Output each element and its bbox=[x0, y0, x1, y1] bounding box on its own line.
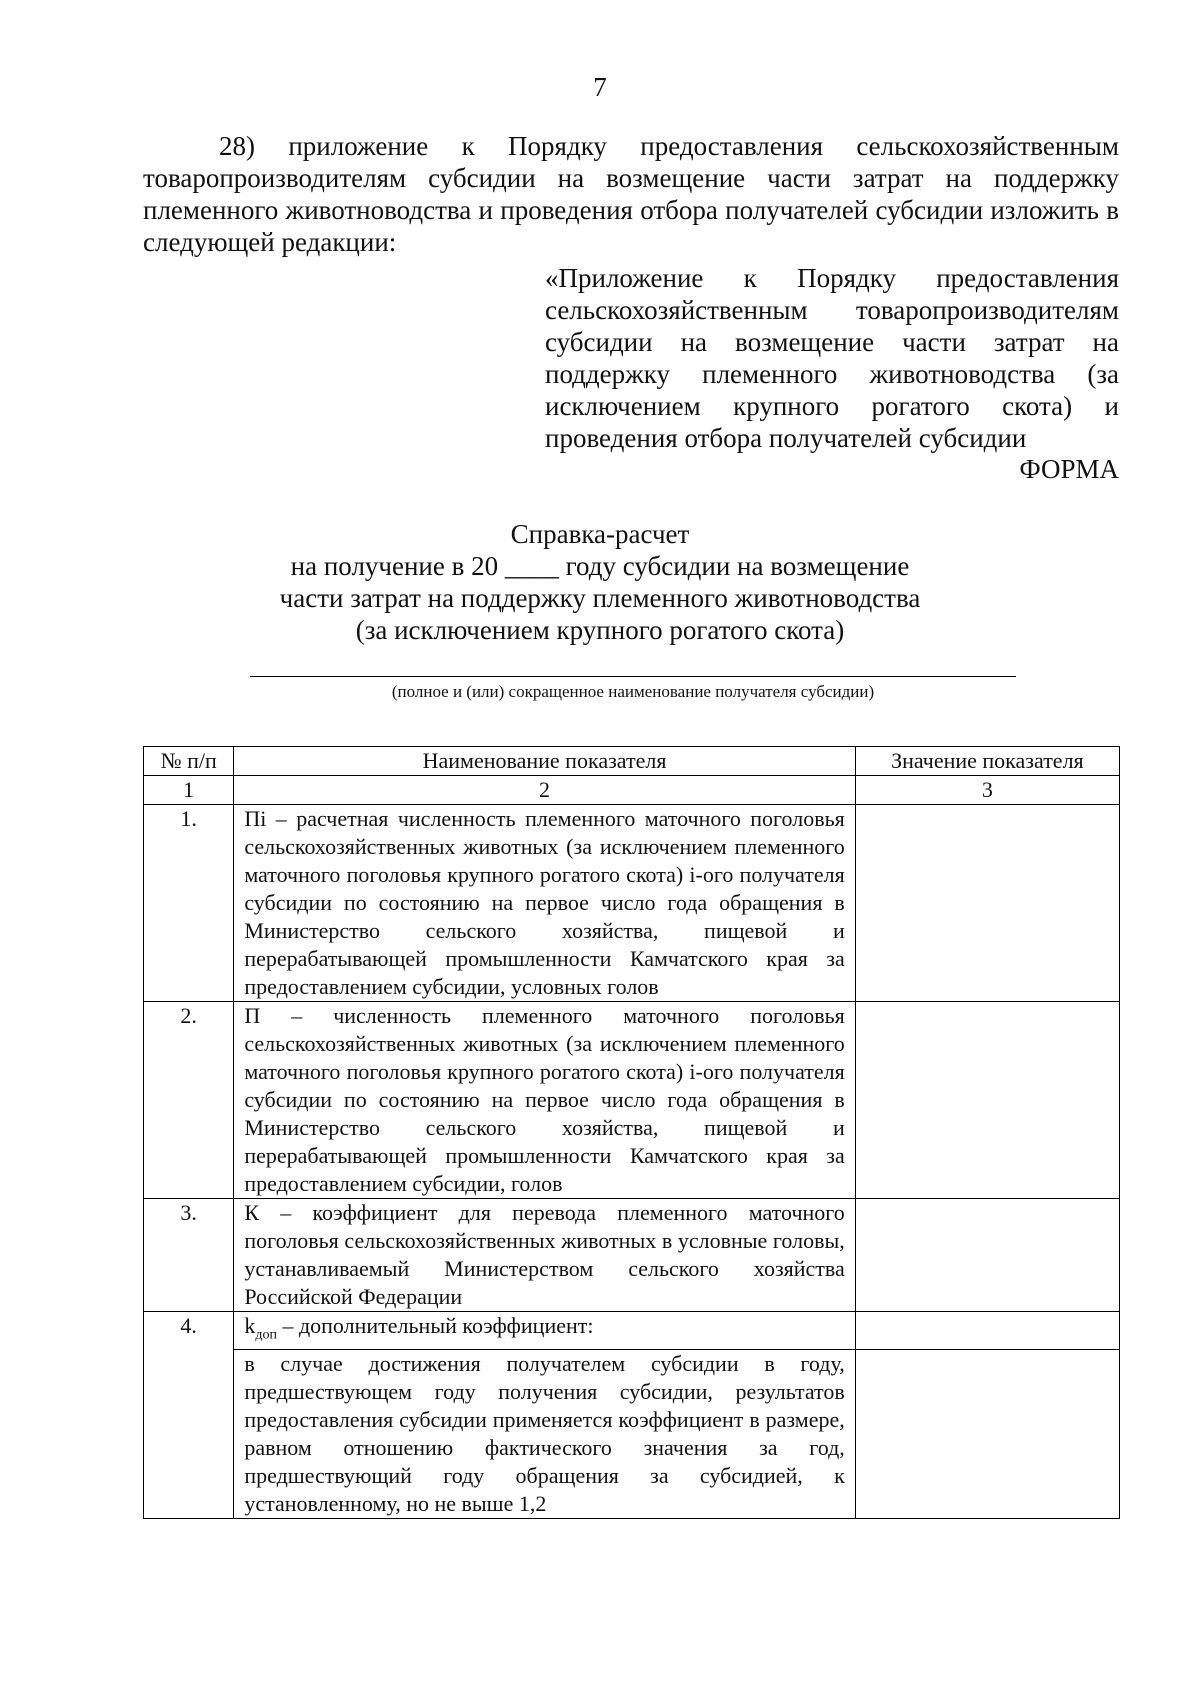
recipient-caption: (полное и (или) сокращенное наименование получателя субсидии) bbox=[391, 682, 875, 701]
title-line-2: на получение в 20 ____ году субсидии на возмещение bbox=[290, 551, 910, 581]
forma-label: ФОРМА bbox=[1019, 454, 1119, 484]
row-number: 1. bbox=[144, 805, 234, 1002]
document-title bbox=[0, 518, 1200, 646]
table-row bbox=[144, 1002, 1120, 1199]
paragraph-number: 28) bbox=[219, 131, 255, 161]
table-row bbox=[144, 1312, 1120, 1350]
row-description: Пi – расчетная численность племенного маточного поголовья сельскохозяйственных животных (за исключением племенного маточного поголовья крупного рогатого скота) i-ого получателя субсидии по состоянию на первое число года обращения в Министерство сельского хозяйства, пищевой и перерабатывающей промышленности Камчатского края за предоставлением субсидии, условных голов bbox=[234, 805, 855, 1002]
row-description: П – численность племенного маточного поголовья сельскохозяйственных животных (за исключением племенного маточного поголовья крупного рогатого скота) i-ого получателя субсидии по состоянию на первое число года обращения в Министерство сельского хозяйства, пищевой и перерабатывающей промышленности Камчатского края за предоставлением субсидии, голов bbox=[234, 1002, 855, 1199]
amendment-paragraph bbox=[143, 130, 1119, 258]
annex-header: «Приложение к Порядку предоставления сельскохозяйственным товаропроизводителям субсидии на возмещение части затрат на поддержку племенного животноводства (за исключением крупного рогатого скота) и проведения отбора получателей субсидии bbox=[545, 263, 1119, 453]
table-header-row bbox=[144, 747, 1120, 776]
title-line-1: Справка-расчет bbox=[510, 519, 690, 549]
table-row bbox=[144, 805, 1120, 1002]
recipient-name-line bbox=[250, 676, 1016, 677]
column-number: 1 bbox=[144, 776, 234, 805]
column-numbering-row bbox=[144, 776, 1120, 805]
title-line-4: (за исключением крупного рогатого скота) bbox=[355, 615, 845, 645]
row-value-cell[interactable] bbox=[855, 805, 1119, 1002]
coefficient-text: – дополнительный коэффициент: bbox=[276, 1313, 594, 1338]
row-number: 2. bbox=[144, 1002, 234, 1199]
title-line-3: части затрат на поддержку племенного животноводства bbox=[279, 583, 921, 613]
table-row bbox=[144, 1199, 1120, 1312]
row-description: в случае достижения получателем субсидии в году, предшествующем году получения субсидии, результатов предоставления субсидии применяется коэффициент в размере, равном отношению фактического значения за год, предшествующий году обращения за субсидией, к установленному, но не выше 1,2 bbox=[234, 1350, 855, 1519]
row-description: К – коэффициент для перевода племенного маточного поголовья сельскохозяйственных животных в условные головы, устанавливаемый Министерством сельского хозяйства Российской Федерации bbox=[234, 1199, 855, 1312]
row-value-cell[interactable] bbox=[855, 1350, 1119, 1519]
row-number: 3. bbox=[144, 1199, 234, 1312]
table-row bbox=[144, 1350, 1120, 1519]
column-number: 2 bbox=[234, 776, 855, 805]
coefficient-symbol: k bbox=[244, 1313, 256, 1338]
header-indicator-name: Наименование показателя bbox=[234, 747, 855, 776]
indicators-table bbox=[143, 746, 1120, 1519]
header-indicator-value: Значение показателя bbox=[855, 747, 1119, 776]
page-number: 7 bbox=[593, 72, 607, 102]
row-value-cell[interactable] bbox=[855, 1199, 1119, 1312]
header-number: № п/п bbox=[144, 747, 234, 776]
coefficient-subscript: доп bbox=[255, 1327, 277, 1343]
row-number: 4. bbox=[144, 1312, 234, 1519]
column-number: 3 bbox=[855, 776, 1119, 805]
row-value-cell[interactable] bbox=[855, 1002, 1119, 1199]
paragraph-text: приложение к Порядку предоставления сельскохозяйственным товаропроизводителям субсидии на возмещение части затрат на поддержку племенного животноводства и проведения отбора получателей субсидии изложить в следующей редакции: bbox=[143, 131, 1120, 257]
row-value-cell[interactable] bbox=[855, 1312, 1119, 1350]
row-description bbox=[234, 1312, 855, 1350]
